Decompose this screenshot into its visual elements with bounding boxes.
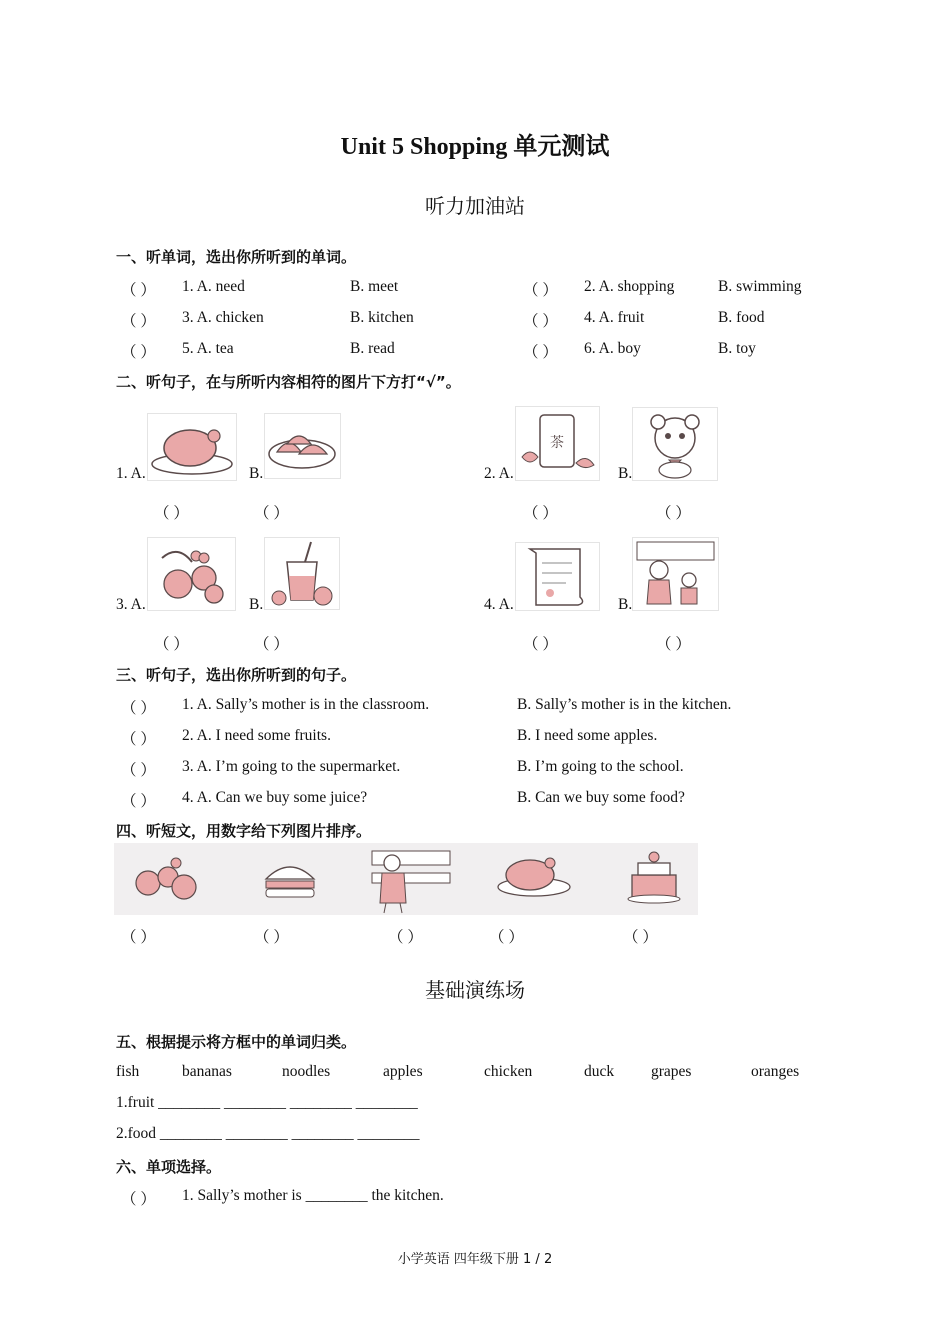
s3-item3-b: B. I’m going to the school. xyxy=(517,758,684,775)
answer-paren[interactable]: （ ） xyxy=(254,505,289,522)
answer-paren[interactable]: （ ） xyxy=(523,313,558,330)
cake-icon xyxy=(628,852,680,903)
fruit-basket-icon xyxy=(136,858,196,899)
s1-item4-b: B. food xyxy=(718,309,765,326)
s6-question1: 1. Sally’s mother is ________ the kitchen. xyxy=(182,1187,444,1204)
q3-b-label: B. xyxy=(249,596,264,613)
s1-item5-a: 5. A. tea xyxy=(182,340,234,357)
q2-a-label: 2. A. xyxy=(484,465,514,482)
dumplings-picture xyxy=(264,413,341,479)
s3-item4-b: B. Can we buy some food? xyxy=(517,789,685,806)
s1-item1-a: 1. A. need xyxy=(182,278,245,295)
word-bananas: bananas xyxy=(182,1063,232,1080)
section4-heading: 四、听短文，用数字给下列图片排序。 xyxy=(116,822,372,840)
shopkeeper-icon xyxy=(372,851,450,913)
word-grapes: grapes xyxy=(651,1063,692,1080)
food-category-line[interactable]: 2.food ________ ________ ________ ________ xyxy=(116,1125,420,1142)
s1-item1-b: B. meet xyxy=(350,278,399,295)
answer-paren[interactable]: （ ） xyxy=(623,929,658,946)
listening-part-heading: 听力加油站 xyxy=(425,196,525,218)
roast-chicken-icon xyxy=(498,858,570,896)
s3-item3-a: 3. A. I’m going to the supermarket. xyxy=(182,758,401,775)
answer-paren[interactable]: （ ） xyxy=(254,636,289,653)
shopping-list-picture xyxy=(515,542,600,611)
answer-paren[interactable]: （ ） xyxy=(121,282,156,299)
answer-paren[interactable]: （ ） xyxy=(121,929,156,946)
basics-part-heading: 基础演练场 xyxy=(425,980,525,1002)
answer-paren[interactable]: （ ） xyxy=(154,505,189,522)
s1-item2-a: 2. A. shopping xyxy=(584,278,675,295)
s1-item3-a: 3. A. chicken xyxy=(182,309,264,326)
section1-heading: 一、听单词，选出你所听到的单词。 xyxy=(116,248,357,266)
q2-b-label: B. xyxy=(618,465,633,482)
s3-item2-b: B. I need some apples. xyxy=(517,727,658,744)
s3-item1-b: B. Sally’s mother is in the kitchen. xyxy=(517,696,732,713)
answer-paren[interactable]: （ ） xyxy=(388,929,423,946)
juice-picture xyxy=(264,537,340,610)
answer-paren[interactable]: （ ） xyxy=(121,1191,156,1208)
s1-item6-a: 6. A. boy xyxy=(584,340,641,357)
s3-item2-a: 2. A. I need some fruits. xyxy=(182,727,331,744)
s3-item4-a: 4. A. Can we buy some juice? xyxy=(182,789,368,806)
q4-b-label: B. xyxy=(618,596,633,613)
s1-item6-b: B. toy xyxy=(718,340,756,357)
answer-paren[interactable]: （ ） xyxy=(523,505,558,522)
answer-paren[interactable]: （ ） xyxy=(121,731,156,748)
word-fish: fish xyxy=(116,1063,140,1080)
answer-paren[interactable]: （ ） xyxy=(489,929,524,946)
word-oranges: oranges xyxy=(751,1063,800,1080)
fruit-category-line[interactable]: 1.fruit ________ ________ ________ ________ xyxy=(116,1094,418,1111)
s1-item2-b: B. swimming xyxy=(718,278,802,295)
s1-item4-a: 4. A. fruit xyxy=(584,309,645,326)
page-title: Unit 5 Shopping 单元测试 xyxy=(340,134,610,160)
answer-paren[interactable]: （ ） xyxy=(121,700,156,717)
answer-paren[interactable]: （ ） xyxy=(523,636,558,653)
section6-heading: 六、单项选择。 xyxy=(116,1158,222,1176)
section5-heading: 五、根据提示将方框中的单词归类。 xyxy=(116,1033,357,1051)
section3-heading: 三、听句子，选出你所听到的句子。 xyxy=(116,666,357,684)
answer-paren[interactable]: （ ） xyxy=(121,793,156,810)
answer-paren[interactable]: （ ） xyxy=(523,282,558,299)
answer-paren[interactable]: （ ） xyxy=(121,313,156,330)
q4-a-label: 4. A. xyxy=(484,596,514,613)
answer-paren[interactable]: （ ） xyxy=(154,636,189,653)
s1-item3-b: B. kitchen xyxy=(350,309,414,326)
s3-item1-a: 1. A. Sally’s mother is in the classroom. xyxy=(182,696,430,713)
answer-paren[interactable]: （ ） xyxy=(254,929,289,946)
word-noodles: noodles xyxy=(282,1063,331,1080)
answer-paren[interactable]: （ ） xyxy=(656,636,691,653)
svg-text:茶: 茶 xyxy=(550,436,564,451)
answer-paren[interactable]: （ ） xyxy=(121,762,156,779)
q1-a-label: 1. A. xyxy=(116,465,146,482)
answer-paren[interactable]: （ ） xyxy=(656,505,691,522)
tea-can-picture xyxy=(515,406,600,481)
toy-bear-picture xyxy=(632,407,718,481)
answer-paren[interactable]: （ ） xyxy=(121,344,156,361)
mother-and-child-in-shop-picture xyxy=(632,537,719,611)
s1-item5-b: B. read xyxy=(350,340,395,357)
word-chicken: chicken xyxy=(484,1063,533,1080)
section2-heading: 二、听句子，在与所听内容相符的图片下方打“√”。 xyxy=(116,373,461,391)
word-apples: apples xyxy=(383,1063,423,1080)
fruits-picture xyxy=(147,537,236,611)
page-footer: 小学英语 四年级下册 1 / 2 xyxy=(397,1252,553,1267)
answer-paren[interactable]: （ ） xyxy=(523,344,558,361)
roast-chicken-picture xyxy=(147,413,237,481)
word-duck: duck xyxy=(584,1063,615,1080)
ordering-pictures-strip xyxy=(114,843,698,915)
q1-b-label: B. xyxy=(249,465,264,482)
q3-a-label: 3. A. xyxy=(116,596,146,613)
hamburger-icon xyxy=(266,867,314,897)
